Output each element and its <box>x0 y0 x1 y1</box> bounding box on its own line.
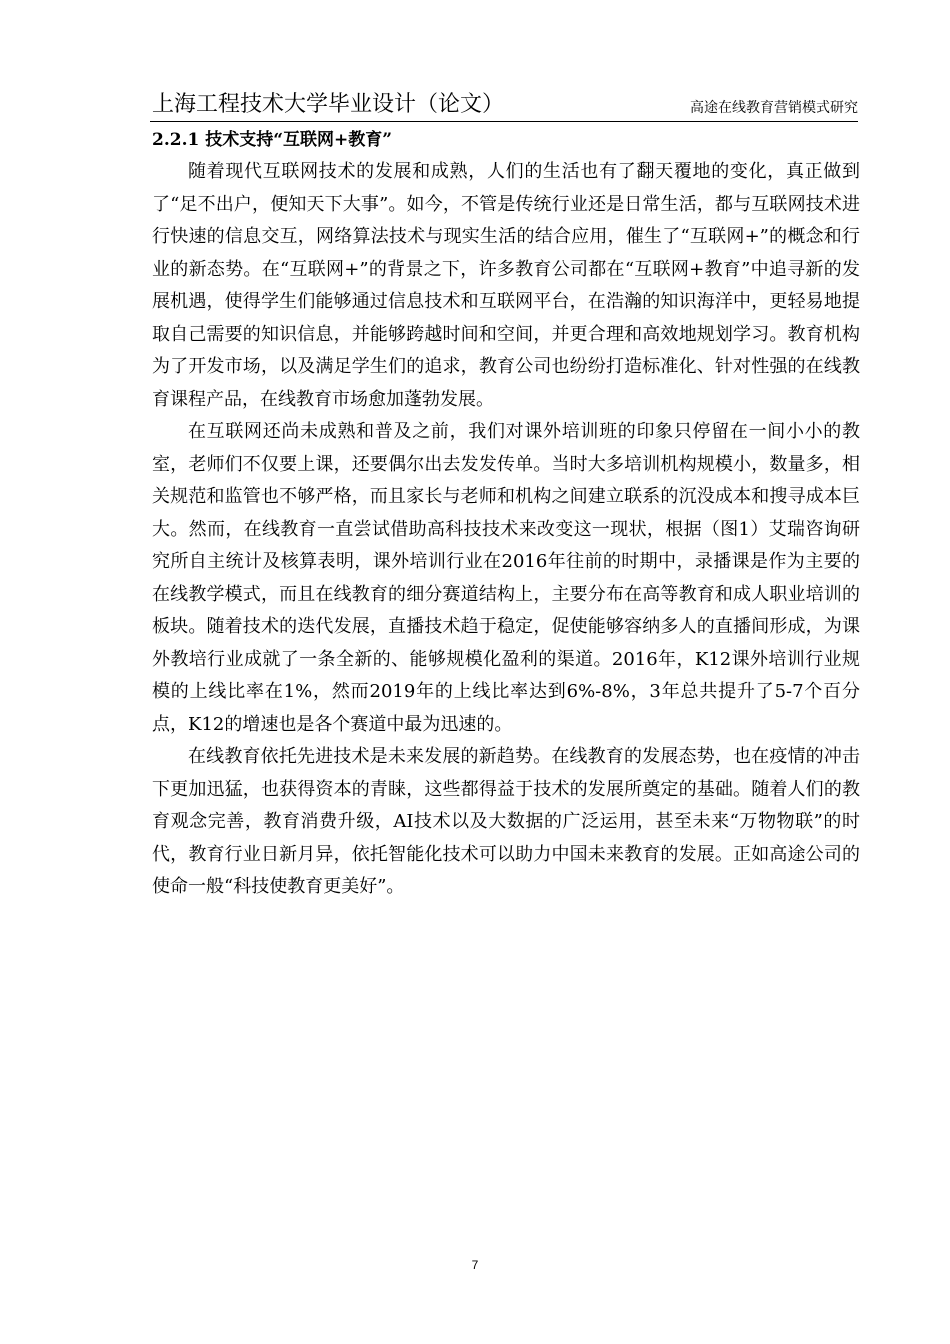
header-thesis-title: 高途在线教育营销模式研究 <box>690 100 858 116</box>
body-text <box>152 156 860 904</box>
paragraph-3: 在线教育依托先进技术是未来发展的新趋势。在线教育的发展态势，也在疫情的冲击下更加迅猛，也获得资本的青睐，这些都得益于技术的发展所奠定的基础。随着人们的教育观念完善，教育消费升级，AI技术以及大数据的广泛运用，甚至未来“万物物联”的时代，教育行业日新月异，依托智能化技术可以助力中国未来教育的发展。正如高途公司的使命一般“科技使教育更美好”。 <box>152 746 860 897</box>
header-university-title: 上海工程技术大学毕业设计（论文） <box>152 92 505 117</box>
section-heading: 2.2.1 技术支持“互联网+教育” <box>152 130 393 150</box>
page-number: 7 <box>471 1258 479 1272</box>
paragraph-2: 在互联网还尚未成熟和普及之前，我们对课外培训班的印象只停留在一间小小的教室，老师们不仅要上课，还要偶尔出去发发传单。当时大多培训机构规模小，数量多，相关规范和监管也不够严格，而且家长与老师和机构之间建立联系的沉没成本和搜寻成本巨大。然而，在线教育一直尝试借助高科技技术来改变这一现状，根据（图1）艾瑞咨询研究所自主统计及核算表明，课外培训行业在2016年往前的时期中，录播课是作为主要的在线教学模式，而且在线教育的细分赛道结构上，主要分布在高等教育和成人职业培训的板块。随着技术的迭代发展，直播技术趋于稳定，促使能够容纳多人的直播间形成，为课外教培行业成就了一条全新的、能够规模化盈利的渠道。2016年，K12课外培训行业规模的上线比率在1%，然而2019年的上线比率达到6%-8%，3年总共提升了5-7个百分点，K12的增速也是各个赛道中最为迅速的。 <box>152 421 860 735</box>
header-divider <box>150 121 858 122</box>
paragraph-1: 随着现代互联网技术的发展和成熟，人们的生活也有了翻天覆地的变化，真正做到了“足不出户，便知天下大事”。如今，不管是传统行业还是日常生活，都与互联网技术进行快速的信息交互，网络算法技术与现实生活的结合应用，催生了“互联网+”的概念和行业的新态势。在“互联网+”的背景之下，许多教育公司都在“互联网+教育”中追寻新的发展机遇，使得学生们能够通过信息技术和互联网平台，在浩瀚的知识海洋中，更轻易地提取自己需要的知识信息，并能够跨越时间和空间，并更合理和高效地规划学习。教育机构为了开发市场，以及满足学生们的追求，教育公司也纷纷打造标准化、针对性强的在线教育课程产品，在线教育市场愈加蓬勃发展。 <box>152 161 860 410</box>
